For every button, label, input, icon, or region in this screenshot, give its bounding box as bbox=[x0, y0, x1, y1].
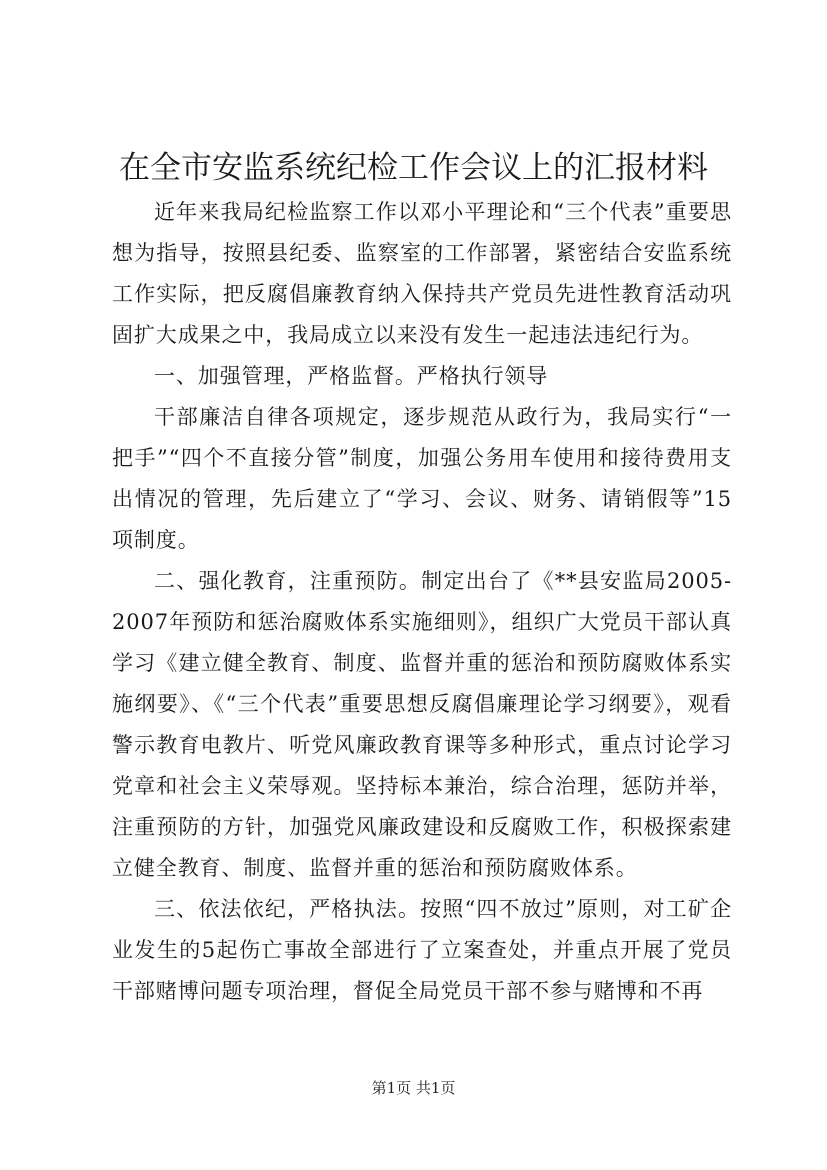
paragraph-section-1-body: 干部廉洁自律各项规定，逐步规范从政行为，我局实行“一把手”“四个不直接分管”制度，加强公务用车使用和接待费用支出情况的管理，先后建立了“学习、会议、财务、请销假等”15项制度。 bbox=[112, 405, 732, 552]
document-body bbox=[112, 192, 732, 1012]
paragraph-section-2: 二、强化教育，注重预防。制定出台了《**县安监局2005-2007年预防和惩治腐败体系实施细则》，组织广大党员干部认真学习《建立健全教育、制度、监督并重的惩治和预防腐败体系实施纲要》、《“三个代表”重要思想反腐倡廉理论学习纲要》，观看警示教育电教片、听党风廉政教育课等多种形式，重点讨论学习党章和社会主义荣辱观。坚持标本兼治，综合治理，惩防并举，注重预防的方针，加强党风廉政建设和反腐败工作，积极探索建立健全教育、制度、监督并重的惩治和预防腐败体系。 bbox=[112, 569, 732, 880]
document-title: 在全市安监系统纪检工作会议上的汇报材料 bbox=[119, 150, 708, 186]
paragraph-intro: 近年来我局纪检监察工作以邓小平理论和“三个代表”重要思想为指导，按照县纪委、监察室的工作部署，紧密结合安监系统工作实际，把反腐倡廉教育纳入保持共产党员先进性教育活动巩固扩大成果之中，我局成立以来没有发生一起违法违纪行为。 bbox=[112, 200, 732, 347]
page-footer: 第1页 共1页 bbox=[371, 1079, 456, 1097]
paragraph-section-1-heading: 一、加强管理，严格监督。严格执行领导 bbox=[154, 364, 549, 388]
paragraph-section-3: 三、依法依纪，严格执法。按照“四不放过”原则，对工矿企业发生的5起伤亡事故全部进行了立案查处，并重点开展了党员干部赌博问题专项治理，督促全局党员干部不参与赌博和不再 bbox=[112, 897, 732, 1003]
